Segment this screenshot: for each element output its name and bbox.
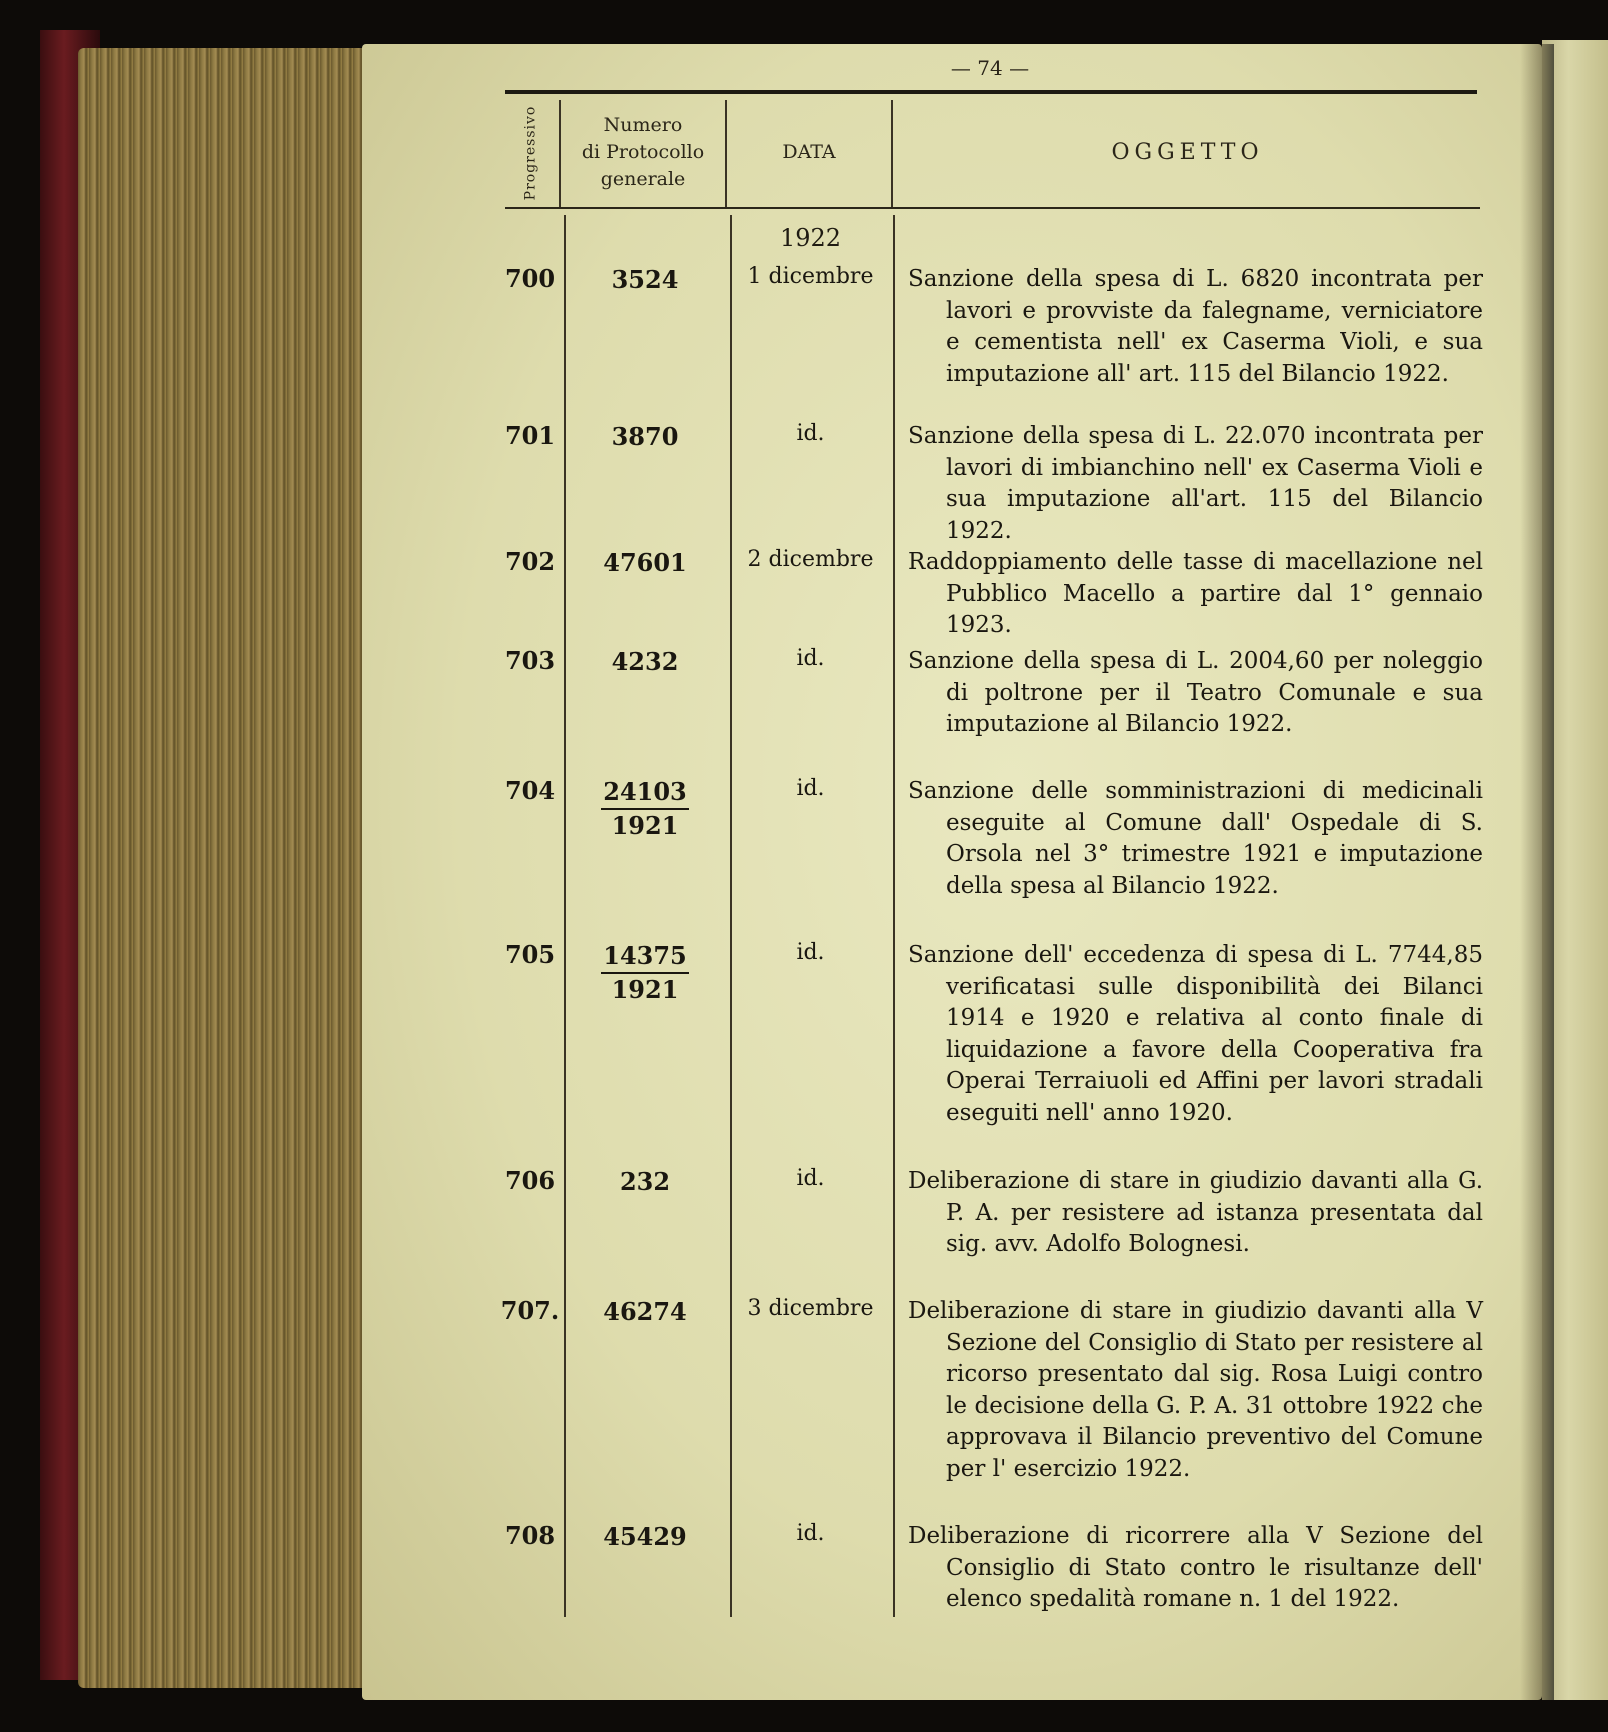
header-data: DATA xyxy=(782,141,836,163)
protocol-year: 1921 xyxy=(611,811,679,840)
entry-number: 705 xyxy=(504,940,556,969)
year-label: 1922 xyxy=(779,224,842,252)
column-divider xyxy=(891,100,893,207)
entry-subject: Raddoppiamento delle tasse di macellazione nel Pubblico Macello a partire dal 1° gennaio 1923. xyxy=(908,549,1483,639)
header-oggetto: OGGETTO xyxy=(1111,140,1264,165)
entry-subject: Sanzione della spesa di L. 22.070 incontrata per lavori di imbianchino nell' ex Caserma Violi e sua imputazione all'art. 115 del Bilancio 1922. xyxy=(908,423,1483,544)
protocol-number: 232 xyxy=(619,1167,671,1196)
entry-subject: Deliberazione di ricorrere alla V Sezione del Consiglio di Stato contro le risultanze dell' elenco spedalità romane n. 1 del 1922. xyxy=(908,1523,1483,1613)
page-edges xyxy=(78,48,368,1688)
header-top-rule xyxy=(505,90,1477,94)
entry-number: 706 xyxy=(504,1166,556,1195)
protocol-number: 3870 xyxy=(611,422,679,451)
protocol-year: 1921 xyxy=(611,975,679,1004)
entry-date: id. xyxy=(796,646,825,671)
header-progressivo: Progressivo xyxy=(522,105,539,200)
entry-subject: Deliberazione di stare in giudizio davanti alla G. P. A. per resistere ad istanza presentata dal sig. avv. Adolfo Bolognesi. xyxy=(908,1168,1483,1258)
column-divider xyxy=(725,100,727,207)
header-protocollo: Numero di Protocollo generale xyxy=(581,114,705,190)
entry-subject: Sanzione della spesa di L. 6820 incontrata per lavori e provviste da falegname, verniciatore e cementista nell' ex Caserma Violi, e sua imputazione all' art. 115 del Bilancio 1922. xyxy=(908,266,1483,387)
entry-number: 703 xyxy=(504,646,556,675)
protocol-number: 24103 1921 xyxy=(565,776,725,842)
entry-date: 2 dicembre xyxy=(747,547,874,572)
entry-date: 3 dicembre xyxy=(747,1296,874,1321)
entry-number: 701 xyxy=(504,421,556,450)
entry-date: id. xyxy=(796,421,825,446)
entry-subject: Sanzione dell' eccedenza di spesa di L. 7744,85 verificatasi sulle disponibilità dei Bilanci 1914 e 1920 e relativa al conto finale di liquidazione a favore della Cooperativa fra Operai Terraiuoli ed Affini per lavori stradali eseguiti nell' anno 1920. xyxy=(908,942,1483,1126)
entry-date: id. xyxy=(796,1521,825,1546)
entry-number: 707. xyxy=(500,1296,560,1325)
protocol-number: 47601 xyxy=(603,548,687,577)
entry-number: 704 xyxy=(504,776,556,805)
header-bottom-rule xyxy=(505,207,1480,209)
entry-date: id. xyxy=(796,1166,825,1191)
column-divider xyxy=(893,215,895,1617)
entry-date: id. xyxy=(796,940,825,965)
protocol-number: 45429 xyxy=(603,1522,687,1551)
column-divider xyxy=(559,100,561,207)
protocol-number: 46274 xyxy=(603,1297,687,1326)
entry-date: id. xyxy=(796,776,825,801)
page-number: — 74 — xyxy=(950,56,1030,80)
protocol-number: 3524 xyxy=(611,265,679,294)
protocol-number: 14375 1921 xyxy=(565,940,725,1006)
entry-subject: Sanzione delle somministrazioni di medicinali eseguite al Comune dall' Ospedale di S. Orsola nel 3° trimestre 1921 e imputazione della spesa al Bilancio 1922. xyxy=(908,778,1483,899)
entry-subject: Deliberazione di stare in giudizio davanti alla V Sezione del Consiglio di Stato per resistere al ricorso presentato dal sig. Rosa Luigi contro le decisione della G. P. A. 31 ottobre 1922 che approvava il Bilancio preventivo del Comune per l' esercizio 1922. xyxy=(908,1298,1483,1482)
entry-number: 700 xyxy=(504,264,556,293)
entry-date: 1 dicembre xyxy=(747,264,874,289)
page-gutter xyxy=(1520,44,1554,1700)
entry-subject: Sanzione della spesa di L. 2004,60 per noleggio di poltrone per il Teatro Comunale e sua imputazione al Bilancio 1922. xyxy=(908,648,1483,738)
protocol-number: 4232 xyxy=(611,647,679,676)
entry-number: 702 xyxy=(504,547,556,576)
entry-number: 708 xyxy=(504,1521,556,1550)
